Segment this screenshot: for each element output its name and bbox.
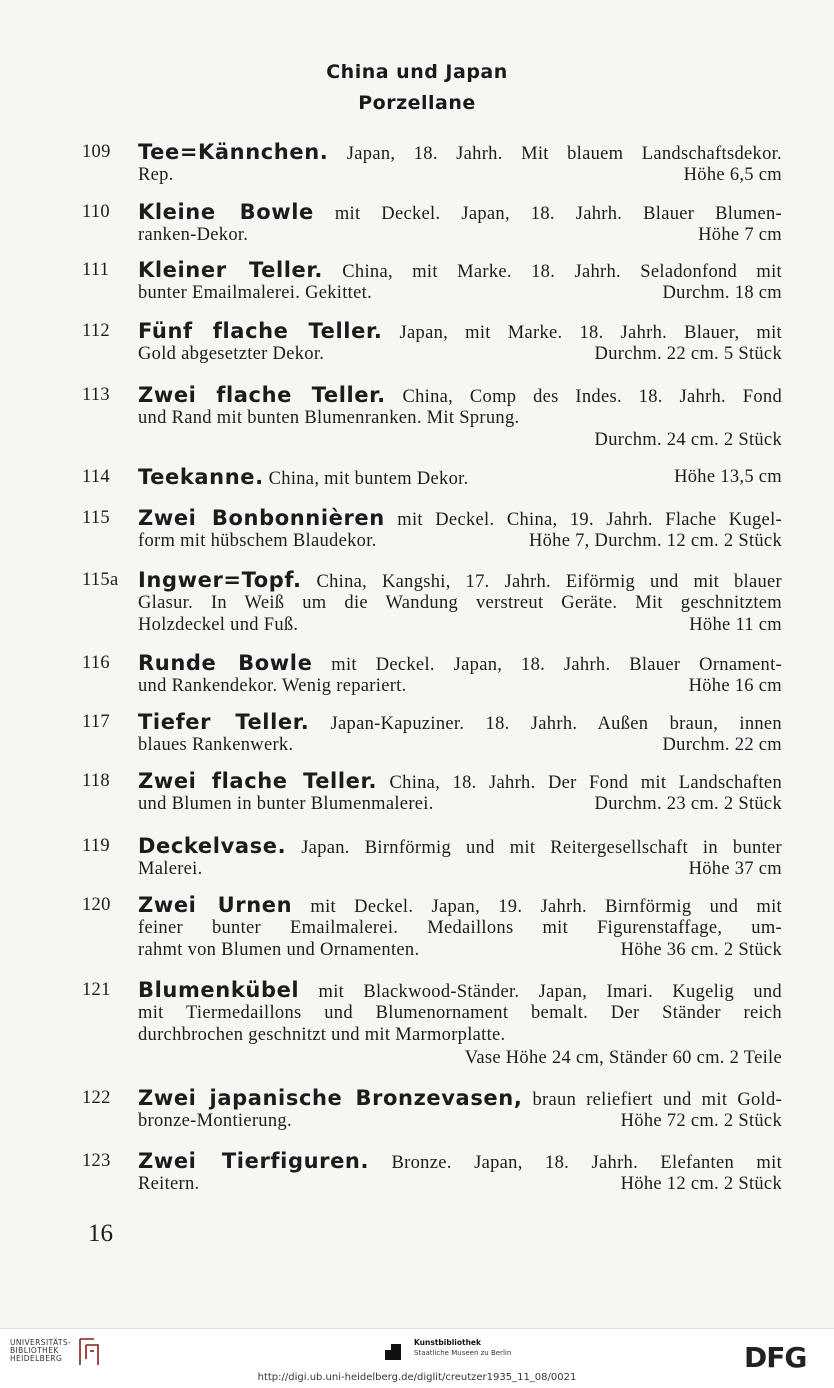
entry-title: Kleine Bowle — [138, 201, 314, 224]
entry-line — [138, 793, 782, 816]
entry-title: Ingwer=Topf. — [138, 569, 302, 592]
entry-title: Zwei Urnen — [138, 894, 293, 917]
entry-text: form mit hübschem Blaudekor. — [138, 530, 377, 551]
catalog-entry — [82, 384, 782, 452]
entry-line — [138, 711, 782, 734]
entry-text: Rep. — [138, 164, 174, 185]
entry-number: 111 — [82, 260, 110, 280]
entry-text: mit Deckel. Japan, 18. Jahrh. Blauer Blumen- — [334, 204, 782, 224]
catalog-entry — [82, 835, 782, 880]
entry-number: 112 — [82, 321, 110, 341]
kunstbibliothek-name: Kunstbibliothek — [414, 1338, 482, 1347]
entry-text: Reitern. — [138, 1173, 200, 1194]
entry-number: 120 — [82, 895, 111, 915]
entry-number: 115a — [82, 570, 119, 590]
entry-title: Zwei Bonbonnièren — [138, 507, 385, 530]
entry-text: und Rankendekor. Wenig repariert. — [138, 675, 407, 696]
entry-line — [138, 652, 782, 675]
entry-measure: Vase Höhe 24 cm, Ständer 60 cm. 2 Teile — [464, 1047, 782, 1068]
entry-text: ranken-Dekor. — [138, 224, 249, 245]
entry-title: Teekanne. — [138, 466, 264, 489]
page-number: 16 — [88, 1220, 113, 1247]
entry-line: und Rand mit bunten Blumenranken. Mit Sprung. — [138, 407, 520, 428]
entry-line — [138, 939, 782, 962]
entry-line — [138, 1110, 782, 1133]
entry-text: Gold abgesetzter Dekor. — [138, 343, 325, 364]
source-url[interactable]: http://digi.ub.uni-heidelberg.de/diglit/creutzer1935_11_08/0021 — [257, 1372, 577, 1383]
entry-measure: Durchm. 18 cm — [662, 282, 782, 303]
entry-line — [138, 894, 782, 917]
entry-line — [138, 201, 782, 224]
catalog-entry — [82, 1150, 782, 1195]
catalog-entry — [82, 652, 782, 697]
entry-measure: Durchm. 24 cm. 2 Stück — [594, 430, 782, 450]
entry-title: Tiefer Teller. — [138, 711, 310, 734]
entry-line — [138, 530, 782, 553]
entry-text: China, 18. Jahrh. Der Fond mit Landschaften — [389, 773, 782, 793]
entry-number: 123 — [82, 1151, 111, 1171]
entry-measure: Höhe 72 cm. 2 Stück — [620, 1110, 782, 1131]
entry-text: China, Comp des Indes. 18. Jahrh. Fond — [402, 387, 782, 407]
entry-text: Bronze. Japan, 18. Jahrh. Elefanten mit — [391, 1153, 782, 1173]
entry-text: Japan. Birnförmig und mit Reitergesellschaft in bunter — [301, 838, 782, 858]
entry-line — [138, 569, 782, 592]
entry-measure: Durchm. 23 cm. 2 Stück — [594, 793, 782, 814]
entry-title: Zwei japanische Bronzevasen, — [138, 1087, 523, 1110]
entry-title: Fünf flache Teller. — [138, 320, 383, 343]
entry-text: mit Blackwood-Ständer. Japan, Imari. Kugelig und — [318, 982, 782, 1002]
entry-line — [138, 384, 782, 407]
entry-line — [138, 979, 782, 1002]
library-line: BIBLIOTHEK — [10, 1346, 59, 1355]
entry-text: Holzdeckel und Fuß. — [138, 615, 299, 635]
entry-line: feiner bunter Emailmalerei. Medaillons mit Figurenstaffage, um- — [138, 917, 782, 938]
entry-title: Deckelvase. — [138, 835, 287, 858]
entry-title: Zwei flache Teller. — [138, 770, 378, 793]
entry-line — [138, 164, 782, 187]
entry-line — [138, 466, 782, 489]
section-title: China und Japan — [326, 61, 508, 83]
entry-text: mit Deckel. China, 19. Jahrh. Flache Kugel- — [397, 510, 782, 530]
entry-line — [138, 1087, 782, 1110]
catalog-entry — [82, 259, 782, 304]
entry-text: Japan, 18. Jahrh. Mit blauem Landschaftsdekor. — [346, 144, 782, 164]
entry-line — [138, 507, 782, 530]
entry-text: rahmt von Blumen und Ornamenten. — [138, 940, 420, 960]
entry-measure: Höhe 12 cm. 2 Stück — [620, 1173, 782, 1194]
entry-text: China, mit Marke. 18. Jahrh. Seladonfond mit — [342, 262, 782, 282]
kunstbibliothek-label — [414, 1338, 511, 1358]
entry-line — [138, 858, 782, 881]
entry-measure: Durchm. 22 cm — [662, 734, 782, 755]
entry-text: mit Deckel. Japan, 19. Jahrh. Birnförmig und mit — [310, 897, 782, 917]
entry-text: mit Deckel. Japan, 18. Jahrh. Blauer Ornament- — [331, 655, 782, 675]
entry-measure: Höhe 13,5 cm — [674, 467, 782, 487]
entry-measure: Höhe 7, Durchm. 12 cm. 2 Stück — [528, 530, 782, 551]
entry-number: 114 — [82, 467, 110, 487]
entry-line — [138, 675, 782, 698]
entry-line — [138, 141, 782, 164]
university-library-logo-icon — [76, 1337, 100, 1367]
catalog-entry — [82, 979, 782, 1069]
entry-line — [138, 1173, 782, 1196]
entry-title: Blumenkübel — [138, 979, 300, 1002]
catalog-entry — [82, 770, 782, 815]
catalog-entry — [82, 320, 782, 365]
entry-text: bunter Emailmalerei. Gekittet. — [138, 282, 372, 303]
kunstbibliothek-subtitle: Staatliche Museen zu Berlin — [414, 1349, 512, 1357]
entry-number: 118 — [82, 771, 110, 791]
kunstbibliothek-logo-icon — [382, 1341, 404, 1363]
dfg-logo: DFG — [744, 1341, 807, 1374]
entry-line: mit Tiermedaillons und Blumenornament bemalt. Der Ständer reich — [138, 1002, 782, 1023]
entry-measure: Höhe 37 cm — [688, 858, 782, 879]
entry-line — [138, 259, 782, 282]
entry-number: 122 — [82, 1088, 111, 1108]
entry-number: 113 — [82, 385, 110, 405]
entry-measure: Höhe 36 cm. 2 Stück — [620, 940, 782, 960]
entry-text: bronze-Montierung. — [138, 1110, 292, 1131]
entry-measure: Höhe 6,5 cm — [683, 164, 782, 185]
entry-number: 117 — [82, 712, 110, 732]
catalog-entry — [82, 569, 782, 637]
entry-text: China, mit buntem Dekor. — [268, 469, 469, 489]
entry-line — [138, 835, 782, 858]
entry-line — [138, 1150, 782, 1173]
entry-number: 115 — [82, 508, 110, 528]
entry-text: Japan, mit Marke. 18. Jahrh. Blauer, mit — [399, 323, 782, 343]
entry-line — [138, 282, 782, 305]
entry-text: blaues Rankenwerk. — [138, 734, 294, 755]
section-subtitle: Porzellane — [358, 92, 476, 114]
catalog-entry — [82, 466, 782, 489]
entry-line: durchbrochen geschnitzt und mit Marmorplatte. — [138, 1025, 506, 1045]
entry-text: und Blumen in bunter Blumenmalerei. — [138, 793, 434, 814]
entry-line — [138, 614, 782, 637]
catalog-entry — [82, 141, 782, 186]
entry-line — [138, 343, 782, 366]
entry-title: Tee=Kännchen. — [138, 141, 329, 164]
entry-number: 121 — [82, 980, 111, 1000]
entry-number: 109 — [82, 142, 111, 162]
entry-number: 110 — [82, 202, 110, 222]
entry-title: Kleiner Teller. — [138, 259, 323, 282]
catalog-entry — [82, 201, 782, 246]
entry-title: Runde Bowle — [138, 652, 313, 675]
entry-line — [138, 320, 782, 343]
entry-measure: Höhe 11 cm — [689, 615, 782, 635]
entry-line — [138, 224, 782, 247]
entry-line — [138, 734, 782, 757]
university-library-label — [10, 1339, 71, 1363]
catalog-entry — [82, 894, 782, 962]
entry-measure: Höhe 16 cm — [688, 675, 782, 696]
entry-line: Glasur. In Weiß um die Wandung verstreut Geräte. Mit geschnitztem — [138, 592, 782, 613]
catalog-entry — [82, 1087, 782, 1132]
entry-title: Zwei Tierfiguren. — [138, 1150, 370, 1173]
entry-measure: Höhe 7 cm — [698, 224, 782, 245]
catalog-entry — [82, 711, 782, 756]
entry-text: Japan-Kapuziner. 18. Jahrh. Außen braun, innen — [330, 714, 782, 734]
entry-text: Malerei. — [138, 858, 203, 879]
catalog-entry — [82, 507, 782, 552]
entry-number: 119 — [82, 836, 110, 856]
entry-title: Zwei flache Teller. — [138, 384, 386, 407]
entry-text: China, Kangshi, 17. Jahrh. Eiförmig und mit blauer — [316, 572, 782, 592]
entry-line — [138, 770, 782, 793]
library-line: HEIDELBERG — [10, 1354, 63, 1363]
entry-measure: Durchm. 22 cm. 5 Stück — [594, 343, 782, 364]
entry-number: 116 — [82, 653, 110, 673]
entry-text: braun reliefiert und mit Gold- — [532, 1090, 782, 1110]
viewer-footer — [0, 1328, 834, 1388]
library-line: UNIVERSITÄTS- — [10, 1338, 72, 1347]
